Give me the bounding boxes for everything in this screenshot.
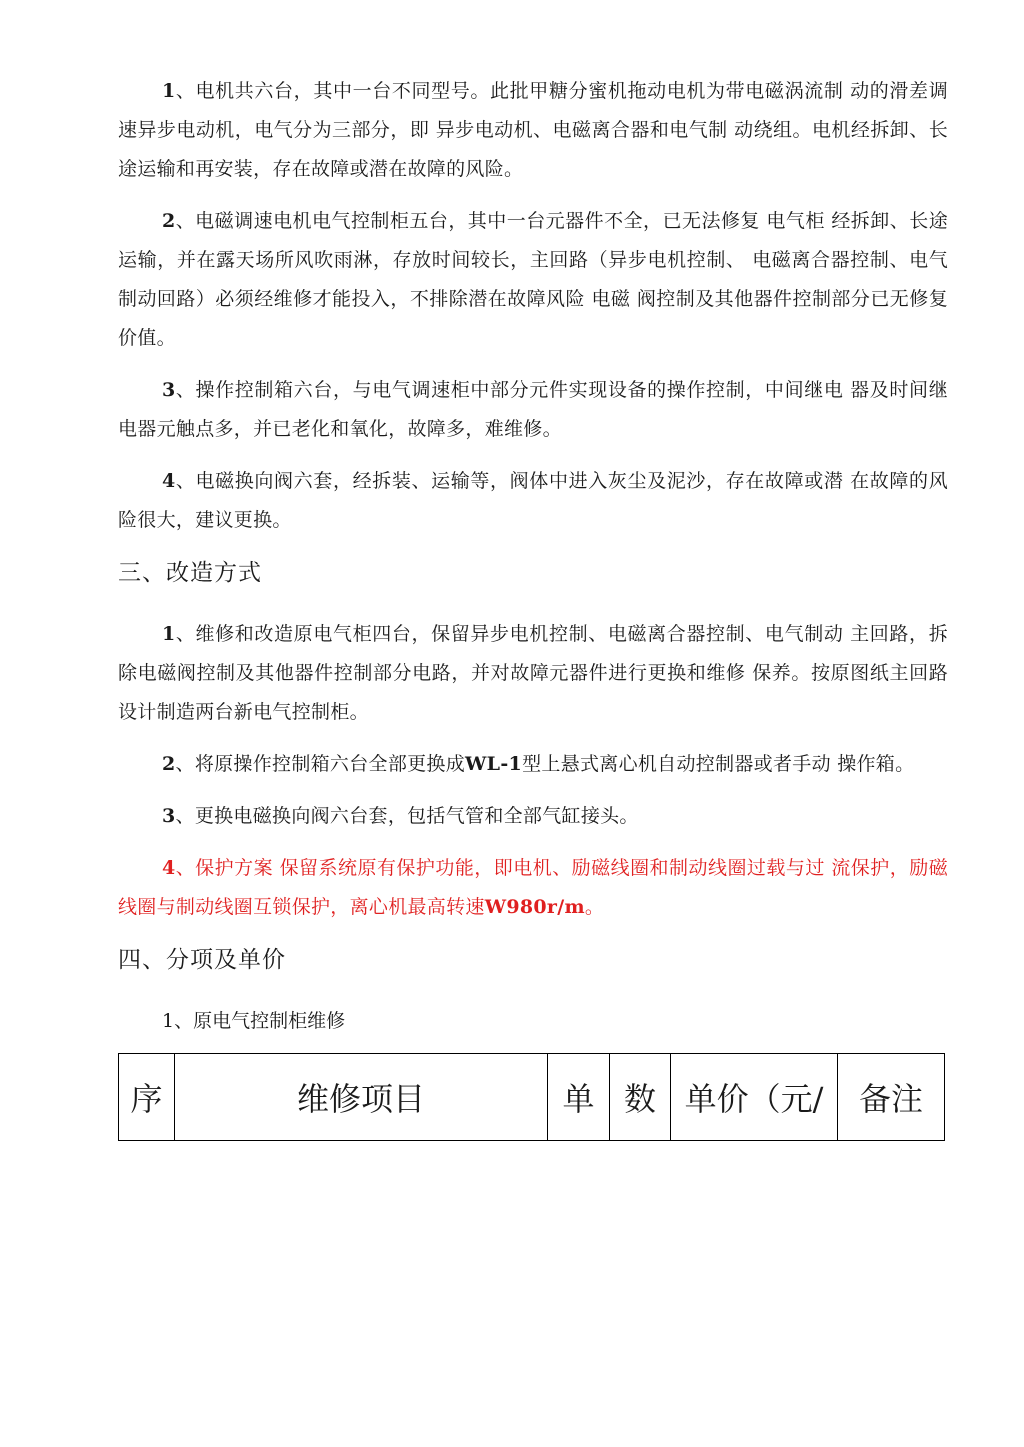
paragraph-item-3 [118,371,948,449]
subheading-cabinet-repair: 1、原电气控制柜维修 [162,1010,346,1032]
paragraph-mod-4-protection [118,849,948,927]
item-number: 3 [162,805,176,827]
section-heading-items-prices: 四、分项及单价 [118,947,286,973]
column-header-remarks: 备注 [838,1054,945,1141]
paragraph-item-4 [118,462,948,540]
column-header-index: 序 [119,1054,175,1141]
item-text: 、将原操作控制箱六台全部更换成 [175,753,466,775]
item-text: 。 [584,896,605,918]
item-text: 型上悬式离心机自动控制器或者手动 操作箱。 [522,753,915,775]
item-text: 、电机共六台，其中一台不同型号。此批甲糖分蜜机拖动电机为带电磁涡流制 动的滑差调速异步电动机，电气分为三部分，即 异步电动机、电磁离合器和电气制 动绕组。电机经拆卸、长途运输和再安装，存在故障或潜在故障的风险。 [118,80,948,180]
table-header-row [119,1054,945,1141]
item-number: 2 [162,210,176,232]
item-number: 4 [162,857,176,879]
paragraph-item-2 [118,202,948,358]
max-speed-value: W980r/m [484,896,585,918]
paragraph-mod-3 [118,797,948,836]
paragraph-mod-1 [118,615,948,732]
item-number: 3 [162,379,176,401]
item-text: 、保护方案 保留系统原有保护功能，即电机、励磁线圈和制动线圈过载与过 流保护，励磁线圈与制动线圈互锁保护，离心机最高转速 [118,857,948,918]
section-heading-modification: 三、改造方式 [118,560,262,586]
item-number: 4 [162,470,176,492]
item-number: 1 [162,623,176,645]
item-text: 、电磁换向阀六套，经拆装、运输等，阀体中进入灰尘及泥沙，存在故障或潜 在故障的风险很大，建议更换。 [118,470,948,531]
paragraph-item-1 [118,72,948,189]
item-text: 、电磁调速电机电气控制柜五台，其中一台元器件不全，已无法修复 电气柜 经拆卸、长途运输，并在露天场所风吹雨淋，存放时间较长，主回路（异步电机控制、 电磁离合器控制、电气制动回路）必须经维修才能投入，不排除潜在故障风险 电磁 阀控制及其他器件控制部分已无修复价值。 [118,210,948,349]
item-text: 、操作控制箱六台，与电气调速柜中部分元件实现设备的操作控制，中间继电 器及时间继电器元触点多，并已老化和氧化，故障多，难维修。 [118,379,948,440]
item-number: 1 [162,80,176,102]
paragraph-mod-2 [118,745,948,784]
model-number: WL-1 [465,753,523,775]
item-text: 、更换电磁换向阀六台套，包括气管和全部气缸接头。 [175,805,639,827]
item-number: 2 [162,753,176,775]
column-header-quantity: 数 [610,1054,671,1141]
document-page [118,72,948,1141]
column-header-unit-price: 单价（元/ [671,1054,838,1141]
repair-items-table [118,1053,945,1141]
column-header-unit: 单 [548,1054,610,1141]
column-header-repair-item: 维修项目 [175,1054,548,1141]
item-text: 、维修和改造原电气柜四台，保留异步电机控制、电磁离合器控制、电气制动 主回路，拆除电磁阀控制及其他器件控制部分电路，并对故障元器件进行更换和维修 保养。按原图纸主回路设计制造两台新电气控制柜。 [118,623,948,723]
